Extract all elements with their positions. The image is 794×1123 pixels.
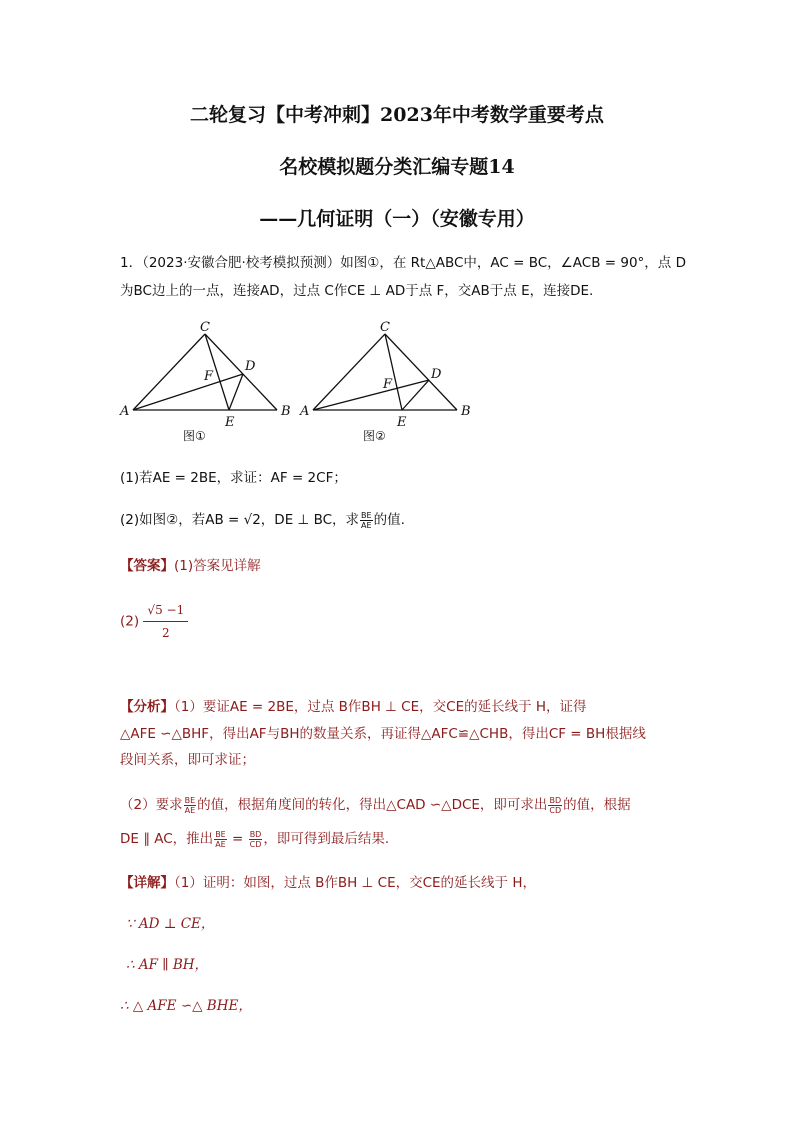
detail-line-2: ∵ AD ⊥ CE， — [126, 916, 215, 932]
fig2-label-d: D — [431, 367, 442, 382]
analysis-4-frac-2 — [548, 796, 562, 815]
title-line-2: 名校模拟题分类汇编专题14 — [279, 156, 515, 178]
fig2-label-c: C — [380, 320, 390, 335]
question-2-fraction — [360, 511, 373, 530]
analysis-5-frac-1 — [214, 830, 227, 849]
figures — [115, 318, 485, 446]
fig1-label-d: D — [245, 359, 256, 374]
fig1-caption: 图① — [183, 429, 206, 443]
detail-line-1 — [120, 873, 680, 893]
fig2-label-e: E — [397, 415, 407, 430]
fig2-label-a: A — [300, 404, 310, 419]
answer-frac-num: √5 −1 — [143, 600, 188, 622]
fig1-label-e: E — [225, 415, 235, 430]
fig2-segment-ce — [385, 334, 402, 410]
analysis-line-4 — [120, 795, 680, 815]
q2-frac-num: BE — [361, 510, 372, 520]
title-line-1: 二轮复习【中考冲刺】2023年中考数学重要考点 — [190, 104, 604, 126]
fig2-segment-de — [402, 380, 429, 410]
title-line-3: ——几何证明（一）（安徽专用） — [259, 208, 535, 230]
answer-frac-den: 2 — [162, 626, 170, 640]
fig2-label-b: B — [461, 404, 471, 419]
analysis-5-suffix: ，即可得到最后结果. — [263, 831, 390, 847]
answer-part-2-prefix: (2) — [120, 613, 140, 630]
frac-den: AE — [215, 839, 226, 849]
fig1-label-f: F — [204, 369, 214, 384]
q2-frac-den: AE — [361, 520, 372, 530]
fig1-label-b: B — [281, 404, 291, 419]
fig1-label-c: C — [200, 320, 210, 335]
problem-line-1: 1．（2023·安徽合肥·校考模拟预测）如图①，在 Rt△ABC中，AC = BC，∠ACB = 90°，点 D — [120, 255, 686, 271]
analysis-text-1: （1）要证AE = 2BE，过点 B作BH ⊥ CE，交CE的延长线于 H，证得 — [174, 699, 587, 715]
fig2-caption: 图② — [363, 429, 386, 443]
frac-den: CD — [549, 805, 562, 815]
answer-part-2-fraction — [143, 600, 188, 643]
fig1-segment-de — [229, 374, 243, 410]
question-1: (1)若AE = 2BE，求证：AF = 2CF； — [120, 470, 347, 486]
answer-part-1: (1)答案见详解 — [174, 558, 261, 574]
frac-num: BE — [184, 795, 196, 805]
answer-line-2 — [120, 600, 680, 643]
analysis-4-mid: 的值，根据角度间的转化，得出△CAD ∽△DCE，即可求出 — [197, 797, 548, 813]
detail-text-1: （1）证明：如图，过点 B作BH ⊥ CE，交CE的延长线于 H， — [174, 875, 537, 891]
analysis-line-5 — [120, 829, 680, 849]
problem-line-2: 为BC边上的一点，连接AD，过点 C作CE ⊥ AD于点 F，交AB于点 E，连接DE. — [120, 283, 594, 299]
analysis-line-3: 段间关系，即可求证； — [120, 752, 255, 768]
geometry-figures — [115, 318, 485, 446]
analysis-5-frac-2 — [249, 830, 263, 849]
analysis-line-1 — [120, 697, 680, 717]
frac-num: BE — [215, 829, 226, 839]
analysis-4-suffix: 的值，根据 — [563, 797, 631, 813]
question-2 — [120, 510, 680, 530]
analysis-line-2: △AFE ∽△BHF，得出AF与BH的数量关系，再证得△AFC≌△CHB，得出CF = BH根据线 — [120, 726, 646, 742]
detail-line-4: ∴ △ AFE ∽△ BHE， — [120, 998, 252, 1014]
frac-num: BD — [549, 795, 562, 805]
fig1-label-a: A — [120, 404, 130, 419]
question-2-suffix: 的值. — [373, 512, 405, 528]
frac-den: CD — [249, 839, 262, 849]
fig2-segment-ac — [313, 334, 385, 410]
fig2-label-f: F — [383, 377, 393, 392]
fig1-segment-bc — [205, 334, 277, 410]
answer-line-1 — [120, 556, 680, 576]
question-2-prefix: (2)如图②，若AB = √2，DE ⊥ BC，求 — [120, 512, 360, 528]
analysis-4-frac-1 — [184, 796, 197, 815]
fig2-segment-ad — [313, 380, 429, 410]
fig2-segment-bc — [385, 334, 457, 410]
detail-tag: 【详解】 — [120, 875, 174, 891]
frac-den: AE — [184, 805, 196, 815]
analysis-5-eq: = — [227, 831, 248, 847]
detail-line-3: ∴ AF ∥ BH， — [126, 957, 209, 973]
frac-num: BD — [249, 829, 262, 839]
answer-tag: 【答案】 — [120, 558, 174, 574]
analysis-tag: 【分析】 — [120, 699, 174, 715]
analysis-5-prefix: DE ∥ AC，推出 — [120, 831, 214, 847]
analysis-4-prefix: （2）要求 — [120, 797, 183, 813]
